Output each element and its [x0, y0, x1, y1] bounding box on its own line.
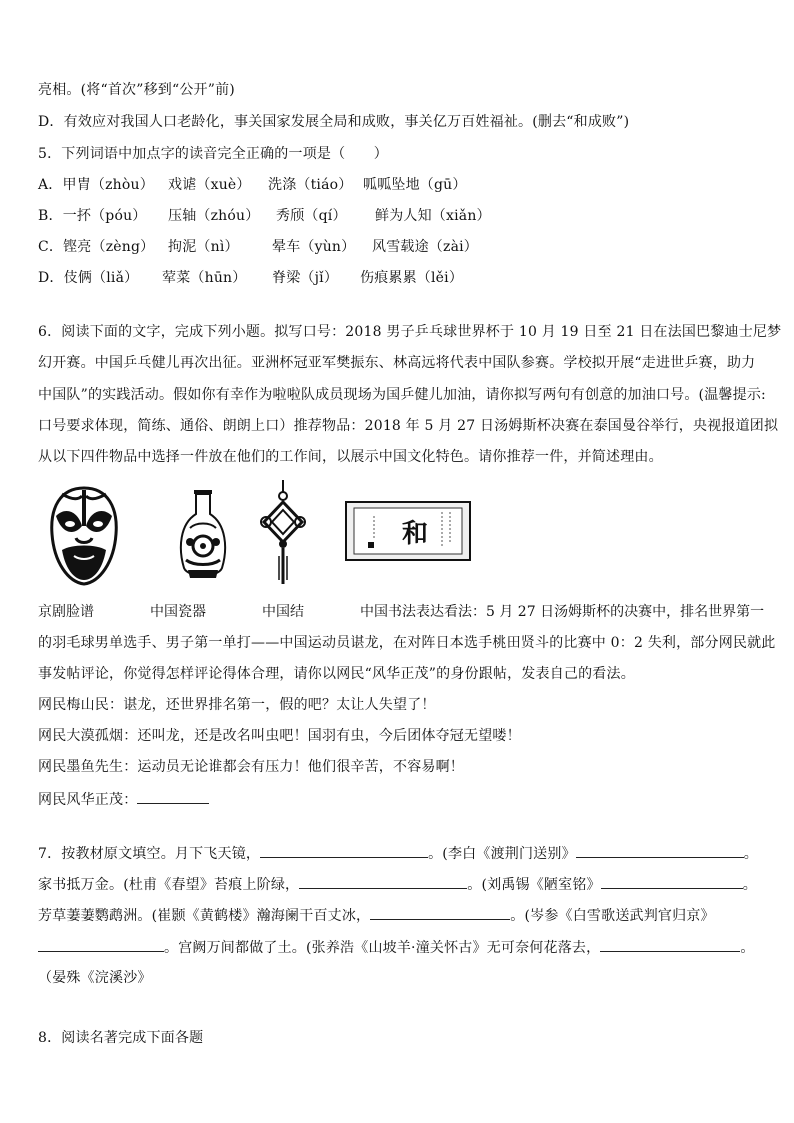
netizen-comment: 网民梅山民：谌龙，还世界排名第一，假的吧？太让人失望了！: [38, 697, 436, 713]
text-line: 亮相。(将“首次”移到“公开”前): [38, 82, 235, 98]
option-term: 压轴（zhóu）: [168, 208, 260, 224]
question-6-text: 幻开赛。中国乒乓健儿再次出征。亚洲杯冠亚军樊振东、林高远将代表中国队参赛。学校拟开展“走进世乒赛，助力: [38, 355, 756, 371]
option-term: 洗涤（tiáo）: [268, 177, 353, 193]
question-5-stem: 5．下列词语中加点字的读音完全正确的一项是（ ）: [38, 146, 388, 162]
question-7-text: 。: [743, 846, 758, 862]
question-6-text: 中国书法表达看法：5 月 27 日汤姆斯杯的决赛中，排名世界第一: [360, 604, 765, 620]
answer-blank[interactable]: [38, 937, 164, 952]
text-line: D．有效应对我国人口老龄化，事关国家发展全局和成败，事关亿万百姓福祉。(删去“和成败”): [38, 114, 630, 130]
peking-opera-mask-image: [48, 486, 120, 590]
question-7-text: 。宫阙万间都做了土。(张养浩《山坡羊·潼关怀古》无可奈何花落去，: [164, 940, 601, 956]
question-7-line: [38, 843, 764, 864]
question-7-text: 芳草萋萋鹦鹉洲。(崔颢《黄鹤楼》瀚海阑干百丈冰，: [38, 908, 371, 924]
option-term: 戏谑（xuè）: [168, 177, 251, 193]
caption-porcelain: 中国瓷器: [150, 604, 206, 620]
porcelain-vase-image: [176, 488, 230, 588]
scroll-character: 和: [402, 519, 429, 549]
question-7-text: 。(岑参《白雪歌送武判官归京》: [510, 908, 715, 924]
question-8-stem: 8．阅读名著完成下面各题: [38, 1030, 204, 1046]
question-6-text: 口号要求体现，简练、通俗、朗朗上口）推荐物品：2018 年 5 月 27 日汤姆斯杯决赛在泰国曼谷举行，央视报道团拟: [38, 418, 779, 434]
question-7-text: 。: [740, 940, 755, 956]
option-term: 风雪载途（zài）: [372, 239, 478, 255]
option-term: D．伎俩（liǎ）: [38, 270, 139, 286]
netizen-reply: [38, 789, 764, 810]
caption-knot: 中国结: [262, 604, 304, 620]
chinese-knot-image: [260, 480, 306, 588]
question-7-line: [38, 937, 764, 958]
answer-blank[interactable]: [260, 843, 428, 858]
option-term: 晕车（yùn）: [272, 239, 356, 255]
option-term: 秀颀（qí）: [276, 208, 347, 224]
answer-blank[interactable]: [601, 874, 743, 889]
option-term: 脊梁（jǐ）: [272, 270, 339, 286]
question-6-text: 6．阅读下面的文字，完成下列小题。拟写口号：2018 男子乒乓球世界杯于 10 月 19 日至 21 日在法国巴黎迪士尼梦: [38, 324, 782, 340]
question-6-text: 事发帖评论，你觉得怎样评论得体合理，请你以网民“风华正茂”的身份跟帖，发表自己的看法。: [38, 666, 635, 682]
netizen-label: 网民风华正茂：: [38, 792, 138, 808]
option-term: 呱呱坠地（gū）: [363, 177, 467, 193]
answer-blank[interactable]: [137, 789, 209, 804]
option-term: 伤痕累累（lěi）: [360, 270, 464, 286]
option-term: C．铿亮（zèng）: [38, 239, 155, 255]
answer-blank[interactable]: [299, 874, 467, 889]
caption-opera-mask: 京剧脸谱: [38, 604, 94, 620]
question-7-text: （晏殊《浣溪沙》: [38, 970, 152, 986]
question-7-line: [38, 874, 764, 895]
question-6-text: 中国队”的实践活动。假如你有幸作为啦啦队成员现场为国乒健儿加油，请你拟写两句有创意的加油口号。(温馨提示:: [38, 387, 766, 403]
question-6-text: 从以下四件物品中选择一件放在他们的工作间，以展示中国文化特色。请你推荐一件，并简述理由。: [38, 449, 663, 465]
option-d: [38, 268, 764, 288]
netizen-comment: 网民大漠孤烟：还叫龙，还是改名叫虫吧！国羽有虫，今后团体夺冠无望喽！: [38, 728, 521, 744]
option-term: 鲜为人知（xiǎn）: [375, 208, 491, 224]
calligraphy-scroll-image: [344, 500, 472, 566]
answer-blank[interactable]: [370, 905, 510, 920]
question-7-text: 7．按教材原文填空。月下飞天镜，: [38, 846, 261, 862]
option-term: 拘泥（nì）: [168, 239, 239, 255]
artifact-images: [38, 478, 758, 588]
option-term: B．一抔（póu）: [38, 208, 147, 224]
option-term: 荤菜（hūn）: [162, 270, 247, 286]
question-7-line: [38, 905, 764, 926]
option-a: [38, 175, 764, 195]
image-caption-row: [38, 602, 764, 622]
answer-blank[interactable]: [576, 843, 744, 858]
question-7-text: 家书抵万金。(杜甫《春望》苔痕上阶绿，: [38, 877, 300, 893]
option-term: A．甲胄（zhòu）: [38, 177, 154, 193]
question-7-text: 。(李白《渡荆门送别》: [428, 846, 576, 862]
netizen-comment: 网民墨鱼先生：运动员无论谁都会有压力！他们很辛苦，不容易啊！: [38, 759, 464, 775]
option-c: [38, 237, 764, 257]
question-7-text: 。(刘禹锡《陋室铭》: [467, 877, 601, 893]
question-6-text: 的羽毛球男单选手、男子第一单打——中国运动员谌龙，在对阵日本选手桃田贤斗的比赛中 0：2 失利，部分网民就此: [38, 635, 776, 651]
answer-blank[interactable]: [600, 937, 740, 952]
option-b: [38, 206, 764, 226]
question-7-text: 。: [742, 877, 757, 893]
